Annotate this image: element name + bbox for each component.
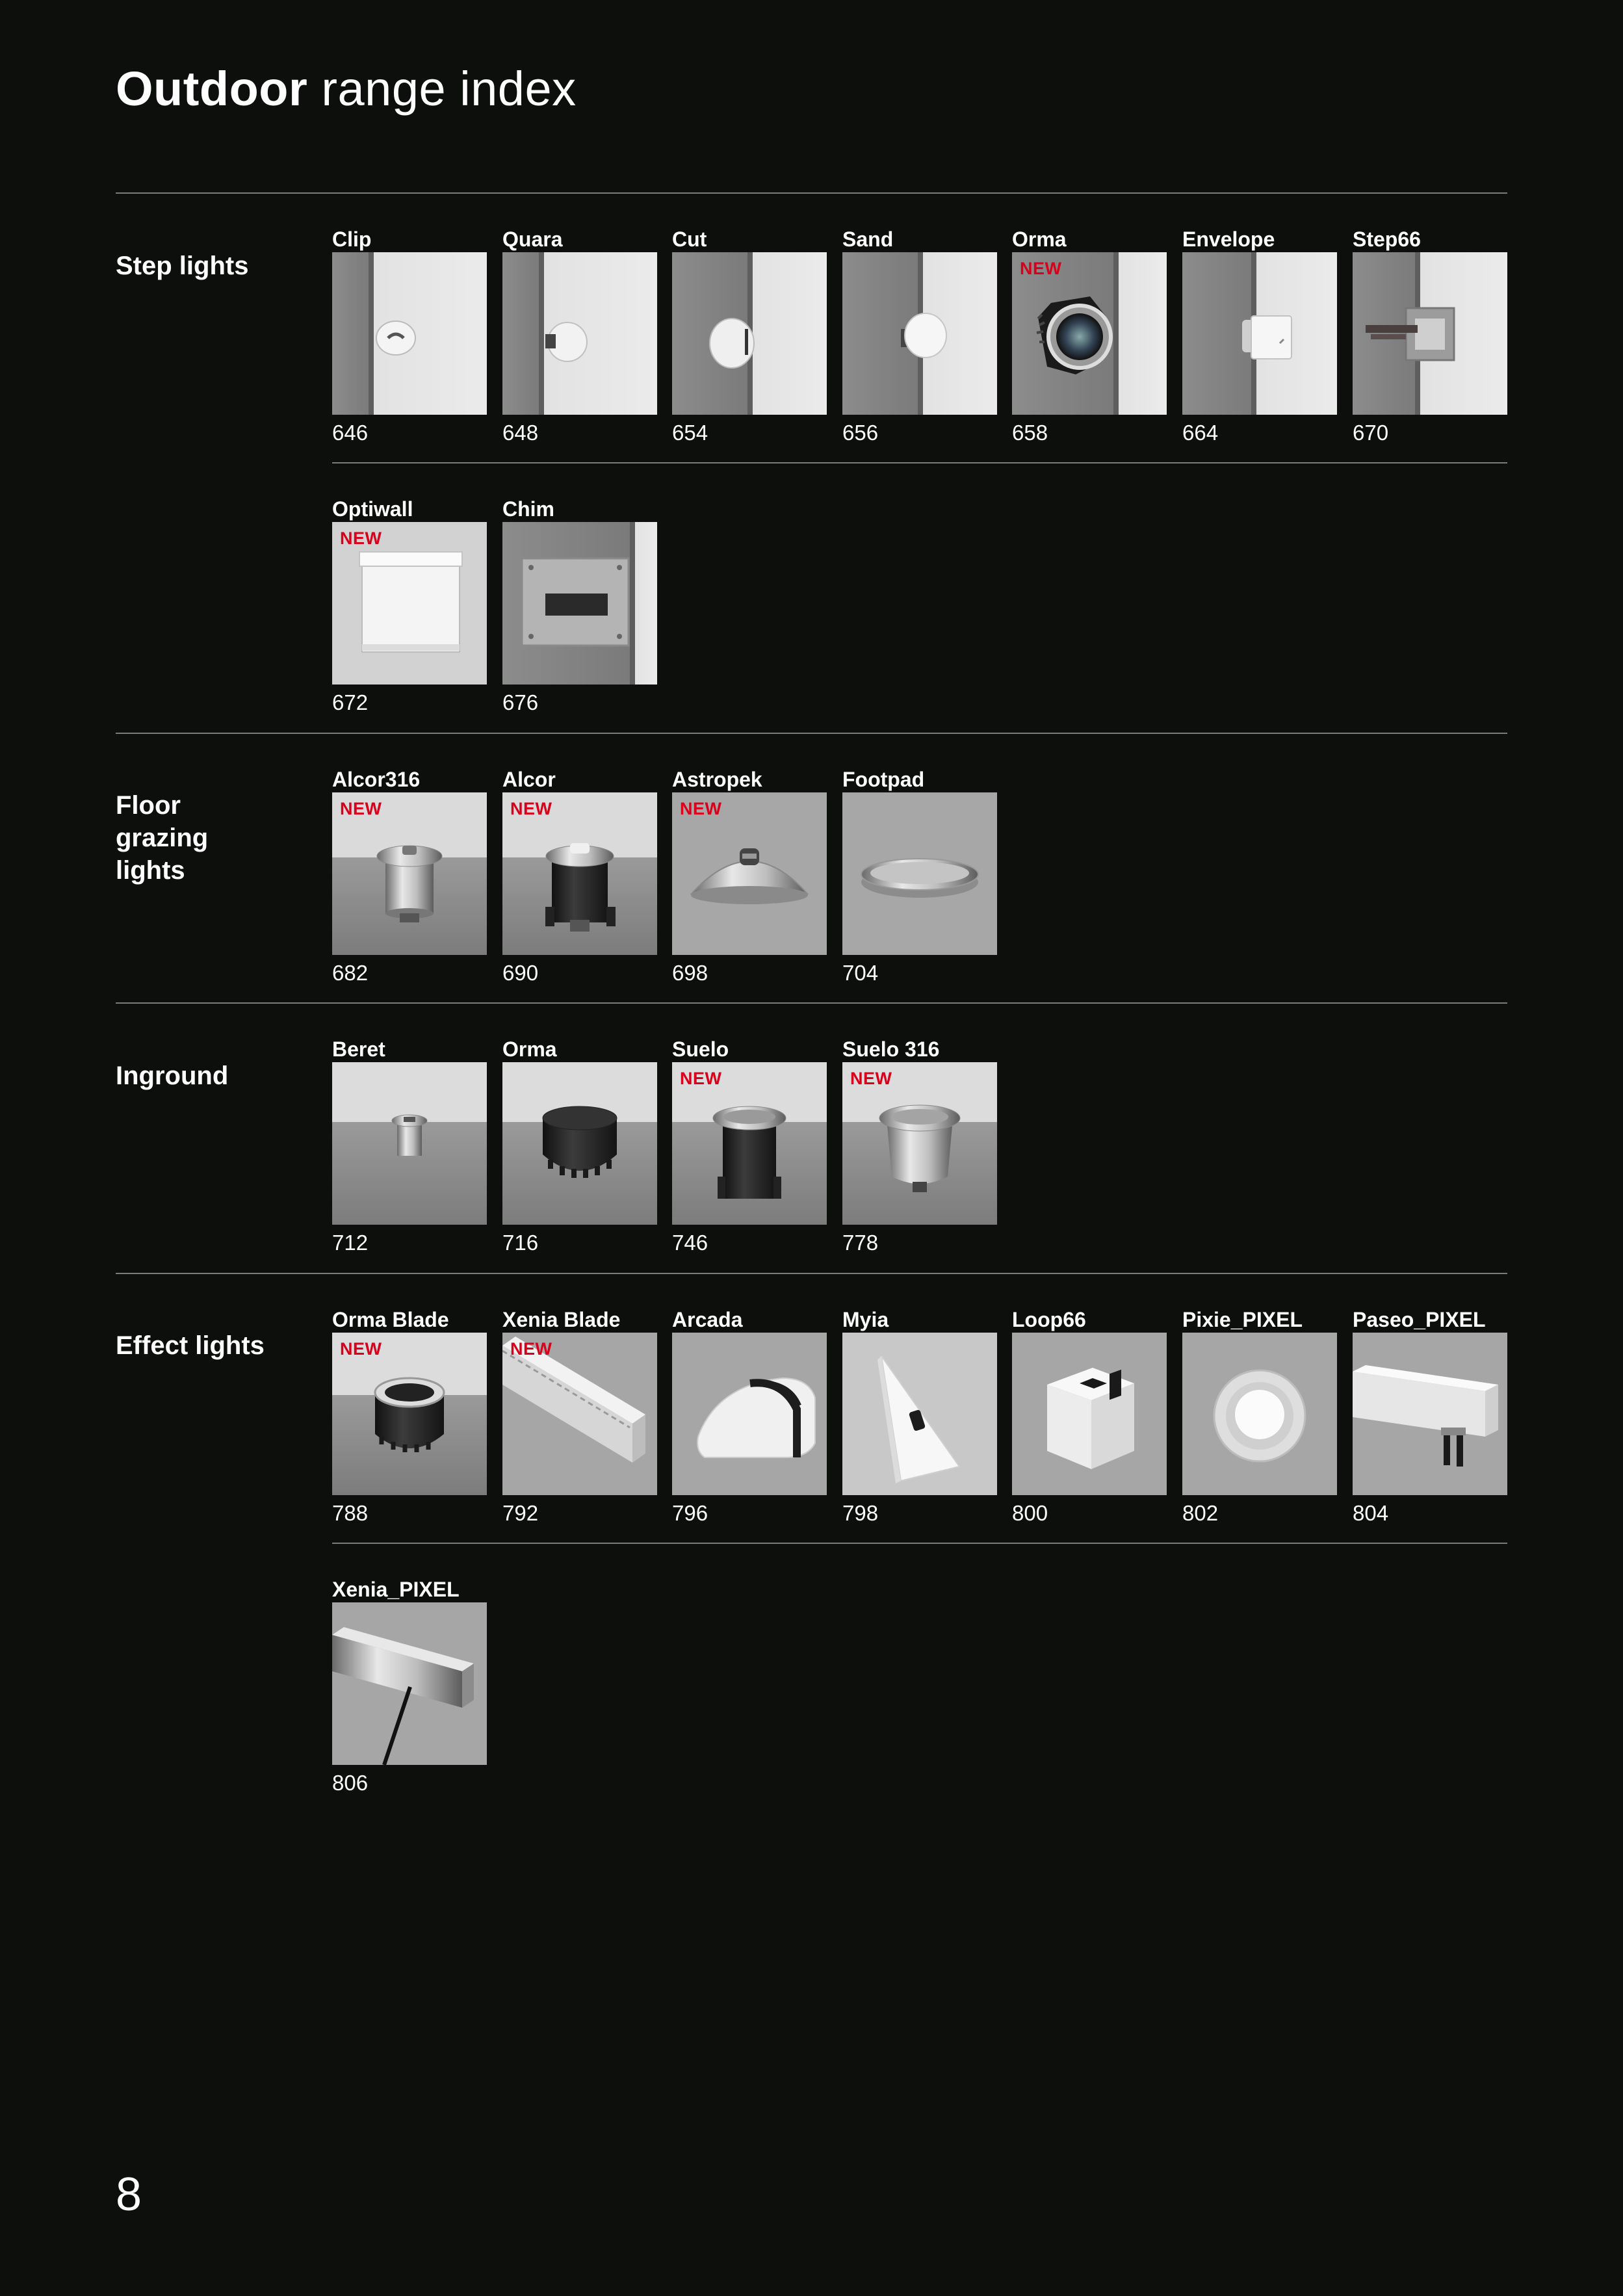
category-inground: Inground — [116, 1062, 229, 1090]
product-name: Xenia_PIXEL — [332, 1578, 460, 1601]
product-page-number: 690 — [502, 961, 539, 985]
paseo-pixel-light-icon — [1353, 1333, 1507, 1495]
product-card[interactable] — [842, 1036, 997, 1256]
product-card[interactable] — [332, 1307, 487, 1526]
product-card[interactable] — [502, 1307, 657, 1526]
clip-step-light-icon — [332, 252, 487, 415]
product-thumbnail — [1353, 1333, 1507, 1495]
product-page-number: 778 — [842, 1231, 879, 1255]
footpad-floor-light-icon — [842, 792, 997, 955]
product-thumbnail — [672, 1333, 827, 1495]
product-page-number: 664 — [1182, 421, 1219, 445]
sand-step-light-icon — [842, 252, 997, 415]
product-card[interactable] — [502, 226, 657, 446]
product-name: Suelo — [672, 1037, 729, 1061]
product-thumbnail — [1012, 252, 1167, 415]
divider — [116, 192, 1507, 194]
product-name: Chim — [502, 497, 554, 521]
envelope-step-light-icon — [1182, 252, 1337, 415]
product-card[interactable] — [502, 496, 657, 716]
product-page-number: 788 — [332, 1501, 369, 1525]
product-page-number: 800 — [1012, 1501, 1048, 1525]
product-thumbnail — [842, 1333, 997, 1495]
product-card[interactable] — [1353, 226, 1507, 446]
category-effect-lights: Effect lights — [116, 1331, 265, 1360]
myia-effect-light-icon — [842, 1333, 997, 1495]
divider — [116, 1273, 1507, 1274]
beret-inground-light-icon — [332, 1062, 487, 1225]
pixie-pixel-light-icon — [1182, 1333, 1337, 1495]
product-thumbnail — [332, 522, 487, 685]
product-page-number: 682 — [332, 961, 369, 985]
product-page-number: 698 — [672, 961, 708, 985]
product-card[interactable] — [842, 226, 997, 446]
new-badge: NEW — [680, 799, 722, 818]
product-card[interactable] — [672, 1036, 827, 1256]
product-thumbnail — [332, 1062, 487, 1225]
product-card[interactable] — [842, 766, 997, 986]
product-page-number: 712 — [332, 1231, 369, 1255]
product-page-number: 672 — [332, 690, 369, 714]
arcada-effect-light-icon — [672, 1333, 827, 1495]
loop66-effect-light-icon — [1012, 1333, 1167, 1495]
product-card[interactable] — [842, 1307, 997, 1526]
product-thumbnail — [1182, 252, 1337, 415]
product-name: Envelope — [1182, 228, 1275, 251]
product-thumbnail — [1012, 1333, 1167, 1495]
product-page-number: 648 — [502, 421, 539, 445]
product-card[interactable] — [1012, 226, 1167, 446]
product-page-number: 676 — [502, 690, 539, 714]
product-card[interactable] — [332, 496, 487, 716]
product-page-number: 802 — [1182, 1501, 1219, 1525]
product-page-number: 670 — [1353, 421, 1389, 445]
chim-step-light-icon — [502, 522, 657, 685]
product-thumbnail — [842, 1062, 997, 1225]
product-thumbnail — [332, 252, 487, 415]
category-floor-grazing-lights: Floor grazing lights — [116, 791, 209, 885]
new-badge: NEW — [850, 1069, 892, 1088]
new-badge: NEW — [510, 799, 552, 818]
product-thumbnail — [332, 1602, 487, 1765]
product-page-number: 746 — [672, 1231, 708, 1255]
new-badge: NEW — [340, 1339, 382, 1359]
product-page-number: 792 — [502, 1501, 539, 1525]
product-card[interactable] — [332, 226, 487, 446]
product-name: Cut — [672, 228, 707, 251]
product-name: Orma — [1012, 228, 1067, 251]
product-name: Loop66 — [1012, 1308, 1086, 1331]
quara-step-light-icon — [502, 252, 657, 415]
product-name: Suelo 316 — [842, 1037, 940, 1061]
product-name: Optiwall — [332, 497, 413, 521]
product-card[interactable] — [332, 1576, 487, 1796]
product-page-number: 656 — [842, 421, 879, 445]
product-thumbnail — [1182, 1333, 1337, 1495]
product-thumbnail — [332, 792, 487, 955]
product-card[interactable] — [332, 1036, 487, 1256]
product-thumbnail — [332, 1333, 487, 1495]
new-badge: NEW — [340, 528, 382, 548]
title-rest: range index — [307, 62, 577, 116]
orma-inground-light-icon — [502, 1062, 657, 1225]
divider — [332, 462, 1507, 463]
page-number: 8 — [116, 2169, 142, 2221]
product-name: Astropek — [672, 768, 762, 791]
product-card[interactable] — [672, 1307, 827, 1526]
product-name: Xenia Blade — [502, 1308, 621, 1331]
page-title — [116, 62, 577, 116]
product-thumbnail — [1353, 252, 1507, 415]
step66-light-icon — [1353, 252, 1507, 415]
product-card[interactable] — [502, 766, 657, 986]
product-name: Alcor316 — [332, 768, 421, 791]
product-thumbnail — [672, 792, 827, 955]
title-bold: Outdoor — [116, 62, 308, 116]
product-card[interactable] — [1353, 1307, 1507, 1526]
new-badge: NEW — [510, 1339, 552, 1359]
product-name: Pixie_PIXEL — [1182, 1308, 1303, 1331]
product-page-number: 646 — [332, 421, 369, 445]
product-page-number: 716 — [502, 1231, 539, 1255]
product-page-number: 804 — [1353, 1501, 1389, 1525]
product-card[interactable] — [1182, 1307, 1337, 1526]
product-thumbnail — [502, 522, 657, 685]
divider — [116, 1002, 1507, 1004]
product-page-number: 654 — [672, 421, 708, 445]
product-card[interactable] — [672, 766, 827, 986]
category-step-lights: Step lights — [116, 252, 249, 280]
product-card[interactable] — [1012, 1307, 1167, 1526]
product-name: Clip — [332, 228, 372, 251]
new-badge: NEW — [1020, 259, 1062, 278]
product-card[interactable] — [672, 226, 827, 446]
product-page-number: 658 — [1012, 421, 1048, 445]
product-name: Orma Blade — [332, 1308, 449, 1331]
divider — [332, 1543, 1507, 1544]
product-name: Beret — [332, 1037, 385, 1061]
product-card[interactable] — [502, 1036, 657, 1256]
product-page-number: 704 — [842, 961, 879, 985]
product-page-number: 796 — [672, 1501, 708, 1525]
product-name: Step66 — [1353, 228, 1421, 251]
product-page-number: 798 — [842, 1501, 879, 1525]
product-thumbnail — [672, 1062, 827, 1225]
product-card[interactable] — [1182, 226, 1337, 446]
product-name: Orma — [502, 1037, 557, 1061]
product-card[interactable] — [332, 766, 487, 986]
xenia-pixel-light-icon — [332, 1602, 487, 1765]
product-thumbnail — [502, 1062, 657, 1225]
product-thumbnail — [502, 792, 657, 955]
divider — [116, 733, 1507, 734]
product-name: Quara — [502, 228, 563, 251]
product-thumbnail — [502, 252, 657, 415]
product-name: Paseo_PIXEL — [1353, 1308, 1486, 1331]
new-badge: NEW — [340, 799, 382, 818]
product-name: Arcada — [672, 1308, 743, 1331]
product-thumbnail — [842, 792, 997, 955]
product-page-number: 806 — [332, 1771, 369, 1795]
product-thumbnail — [502, 1333, 657, 1495]
new-badge: NEW — [680, 1069, 722, 1088]
product-name: Myia — [842, 1308, 889, 1331]
product-name: Footpad — [842, 768, 925, 791]
product-name: Alcor — [502, 768, 556, 791]
product-name: Sand — [842, 228, 894, 251]
product-thumbnail — [672, 252, 827, 415]
cut-step-light-icon — [672, 252, 827, 415]
product-thumbnail — [842, 252, 997, 415]
